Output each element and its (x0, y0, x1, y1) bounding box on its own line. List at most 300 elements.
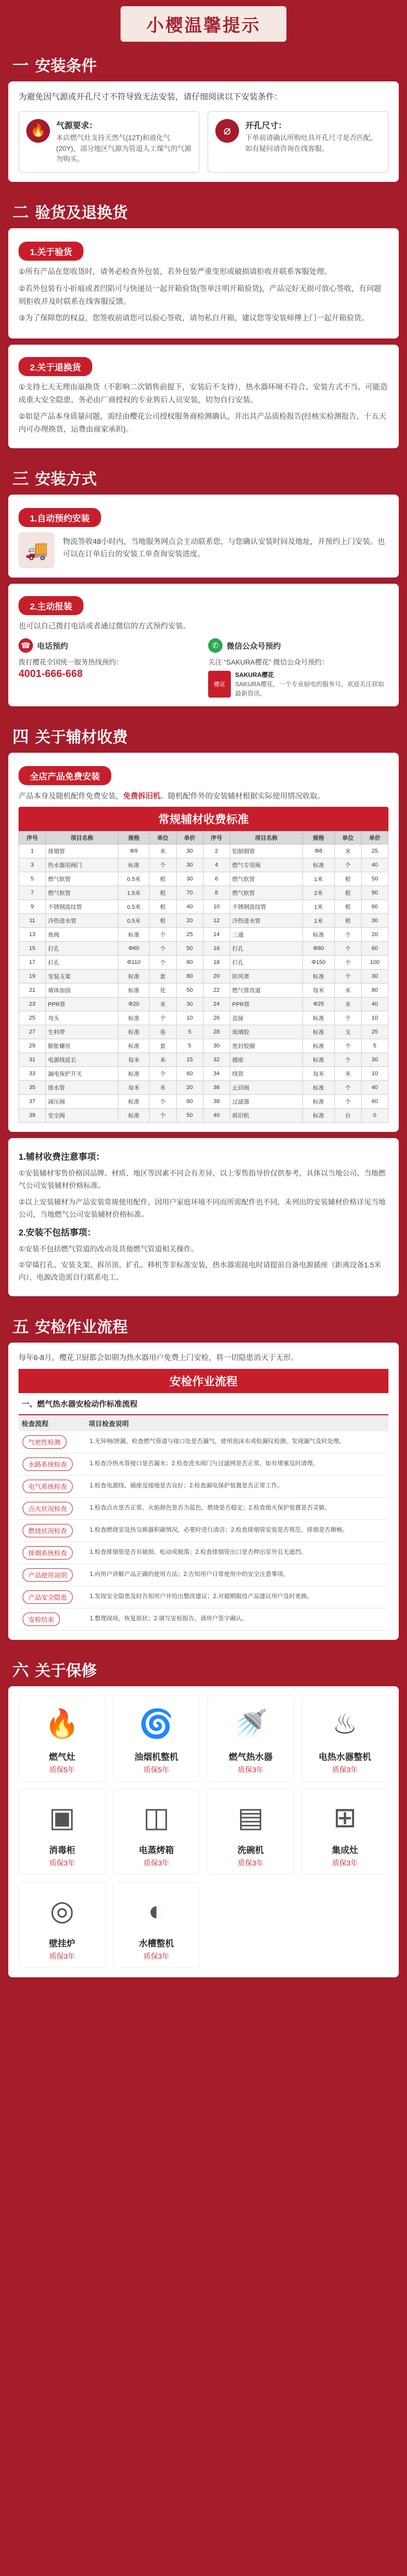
flow-subtitle: 一、燃气热水器安检动作标准流程 (19, 1393, 388, 1415)
table-row (19, 942, 388, 956)
table-cell: 根 (334, 872, 361, 886)
table-cell: 个 (334, 858, 361, 872)
free-install-label: 全店产品免费安装 (19, 766, 111, 785)
table-cell: 卷 (149, 1025, 176, 1039)
table-cell: 标准 (118, 1109, 149, 1123)
table-cell: Φ150 (302, 956, 334, 970)
table-cell: 密封胶圈 (230, 1039, 302, 1053)
table-cell: 墙体加固 (46, 984, 118, 997)
table-cell: 80 (176, 1095, 203, 1109)
table-cell: 80 (176, 970, 203, 984)
phone-icon: ☎ (19, 638, 33, 653)
table-cell: 30 (361, 1053, 388, 1067)
table-cell: 米 (149, 1081, 176, 1095)
safety-card (8, 1343, 399, 1640)
section-title: 关于辅材收费 (35, 728, 128, 746)
table-cell: 标准 (118, 1095, 149, 1109)
table-row (19, 1095, 388, 1109)
section-title: 验货及退换货 (35, 205, 128, 222)
fee-table-header: 项目名称 (46, 832, 118, 844)
table-cell: 米 (149, 1053, 176, 1067)
appliance-name: 油烟机整机 (134, 1752, 178, 1762)
section-warranty (8, 1652, 399, 1977)
table-cell: 安全阀 (46, 1109, 118, 1123)
table-cell: 39 (19, 1109, 46, 1123)
table-cell: Φ8 (302, 844, 334, 858)
table-cell: 5 (361, 1039, 388, 1053)
flow-step (19, 1542, 388, 1564)
exclusion-1: ①安装不包括燃气管道的改动及其他燃气管道相关操作。 (19, 1244, 198, 1253)
table-cell: 50 (361, 872, 388, 886)
table-cell: 个 (149, 942, 176, 956)
conditions-intro: 为避免因气源或开孔尺寸不符导致无法安装，请仔细阅读以下安装条件： (19, 93, 283, 101)
table-cell: 套 (149, 1039, 176, 1053)
fee-table-header: 项目名称 (230, 832, 302, 844)
flow-step-desc: 1.检查燃烧室及热交换器积碳情况，必要时进行清洁；2.检查排烟管安装是否规范，排烟是否顺畅。 (90, 1527, 349, 1533)
flow-step-desc: 1.检查排烟管是否有破损、松动或脱落；2.检查排烟管出口是否伸出室外且无遮挡。 (90, 1549, 307, 1555)
table-cell: 19 (19, 970, 46, 984)
returns-para-2: ②如是产品本身质量问题，需经由樱花公司授权服务商检测确认，并出具产品质检报告(经核实检测报告，十五天内可办理换货，运费由商家承担)。 (19, 413, 386, 434)
table-cell: 标准 (302, 858, 334, 872)
returns-label: 2.关于退换货 (19, 357, 92, 376)
appliance-icon: ♨ (332, 1709, 358, 1740)
flow-step-label: 气密性检测 (23, 1435, 66, 1449)
wechat-account-desc: SAKURA樱花，一个专业厨电的服务号，欢迎关注获取最新资讯。 (235, 680, 384, 697)
table-cell: 70 (176, 886, 203, 900)
table-cell: 止回阀 (230, 1081, 302, 1095)
section-heading (8, 194, 399, 228)
table-cell: Φ9 (118, 844, 149, 858)
warranty-grid (19, 1696, 388, 1968)
warranty-item (113, 1696, 200, 1782)
table-cell: 标准 (118, 928, 149, 942)
hotline-number[interactable]: 4001-666-668 (19, 668, 83, 680)
table-cell: 50 (176, 942, 203, 956)
table-row (19, 970, 388, 984)
table-cell: 台 (334, 1109, 361, 1123)
table-cell: 10 (203, 900, 230, 914)
page-title: 小樱温馨提示 (121, 6, 286, 42)
flow-step-desc: 1.向用户讲解产品正确的使用方法；2.告知用户日常使用中的安全注意事项。 (90, 1571, 290, 1578)
table-cell: 米 (334, 997, 361, 1011)
table-cell: 热水器用阀门 (46, 858, 118, 872)
table-cell: 冷热进水管 (230, 914, 302, 928)
top-banner (0, 0, 407, 47)
table-cell: 80 (361, 984, 388, 997)
table-cell: 15 (19, 942, 46, 956)
table-cell: 24 (203, 997, 230, 1011)
table-cell: 标准 (118, 1067, 149, 1081)
warranty-item (19, 1696, 106, 1782)
table-cell: 25 (19, 1011, 46, 1025)
wechat-booking (208, 638, 388, 698)
table-cell: 20 (361, 928, 388, 942)
warranty-duration: 质保3年 (238, 1858, 264, 1867)
warranty-duration: 质保3年 (49, 1952, 75, 1960)
table-cell: 2 (203, 844, 230, 858)
flow-step-label: 安检结束 (23, 1613, 60, 1626)
table-cell: 燃气软管 (230, 886, 302, 900)
warranty-item (19, 1882, 106, 1968)
returns-card (8, 345, 399, 449)
inspection-para-2: ②若外包装有小折痕或者凹陷可与快递员一起开箱验货(签单注明开箱验货)，产品完好无损可放心签收，有问题则拒收并及时联系在线客服反馈。 (19, 285, 382, 306)
table-cell: 标准 (302, 970, 334, 984)
table-cell: 拆旧机 (230, 1109, 302, 1123)
table-cell: 26 (203, 1011, 230, 1025)
self-booking-label: 2.主动报装 (19, 596, 83, 615)
table-cell: 60 (176, 1067, 203, 1081)
flow-step-label: 排烟系统检查 (23, 1546, 73, 1560)
table-cell: 60 (361, 900, 388, 914)
gas-flame-icon: 🔥 (26, 119, 50, 143)
table-cell: 7 (19, 886, 46, 900)
fee-table-title: 常规辅材收费标准 (19, 807, 388, 831)
sakura-logo: 樱花 (208, 671, 231, 698)
flow-step (19, 1453, 388, 1476)
table-cell: 个 (149, 858, 176, 872)
flow-step-desc: 1.检查冷热水管接口是否漏水；2.检查进水阀门与过滤网是否正常，如有堵塞及时清理。 (90, 1460, 319, 1467)
fee-table-header: 序号 (203, 832, 230, 844)
table-cell: 根 (334, 886, 361, 900)
fee-table-header: 单价 (176, 832, 203, 844)
warranty-duration: 质保3年 (143, 1858, 169, 1867)
table-row (19, 1053, 388, 1067)
table-cell: 1 (19, 844, 46, 858)
warranty-item (207, 1789, 294, 1875)
flow-step-label: 点火状况检查 (23, 1502, 73, 1515)
table-cell: 30 (176, 872, 203, 886)
table-cell: 插座 (230, 1053, 302, 1067)
appliance-icon: 🔥 (44, 1708, 80, 1740)
table-cell: 燃气软管 (230, 872, 302, 886)
table-cell: 个 (334, 970, 361, 984)
table-cell: 34 (203, 1067, 230, 1081)
table-cell: 玻璃胶 (230, 1025, 302, 1039)
appliance-icon: ◐ (148, 1895, 165, 1926)
table-cell: 30 (176, 858, 203, 872)
table-cell: 13 (19, 928, 46, 942)
inspection-para-1: ①所有产品在您收货时，请务必检查外包装，若外包装严重变形或破损请拒收并联系客服处理。 (19, 268, 332, 277)
table-cell: 5 (19, 872, 46, 886)
section-inspection-returns (8, 194, 399, 448)
appliance-name: 水槽整机 (139, 1938, 174, 1948)
table-cell: 10 (361, 1067, 388, 1081)
table-cell: 60 (361, 942, 388, 956)
table-cell: 20 (176, 1081, 203, 1095)
flow-step-label: 燃烧状况检查 (23, 1524, 73, 1537)
table-cell: 标准 (118, 1039, 149, 1053)
table-cell: 米 (334, 1067, 361, 1081)
table-cell: 根 (149, 914, 176, 928)
flow-step (19, 1586, 388, 1608)
section-title: 安检作业流程 (35, 1318, 128, 1336)
flow-step-label: 电气系统检查 (23, 1480, 73, 1493)
table-cell: 个 (149, 1109, 176, 1123)
table-cell: 23 (19, 997, 46, 1011)
section-number: 三 (12, 469, 29, 488)
table-cell: 燃气管改道 (230, 984, 302, 997)
table-cell: 6 (203, 872, 230, 886)
table-cell: 标准 (118, 1025, 149, 1039)
section-number: 四 (12, 727, 29, 746)
wechat-account-name[interactable]: SAKURA樱花 (235, 671, 274, 679)
table-cell: 个 (334, 1081, 361, 1095)
fee-note-1: ①安装辅材零售价格因品牌、材质、地区等因素不同会有差异，以上零售指导价仅供参考，具体以当地公司、当地燃气公司安装辅材价格标准。 (19, 1169, 386, 1190)
section-material-fees (8, 719, 399, 1296)
appliance-name: 电热水器整机 (318, 1752, 371, 1762)
table-cell: 标准 (302, 1081, 334, 1095)
table-cell: 燃气专用阀 (230, 858, 302, 872)
table-cell: 线管 (230, 1067, 302, 1081)
warranty-duration: 质保3年 (238, 1765, 264, 1774)
table-cell: 角阀 (46, 928, 118, 942)
flow-step (19, 1476, 388, 1498)
table-cell: 膨胀螺丝 (46, 1039, 118, 1053)
table-cell: Φ25 (302, 997, 334, 1011)
table-cell: 过滤器 (230, 1095, 302, 1109)
table-cell: 10 (361, 1011, 388, 1025)
table-cell: 1.5米 (118, 886, 149, 900)
section-title: 安装方式 (35, 471, 97, 488)
table-cell: 个 (334, 1095, 361, 1109)
flow-step (19, 1608, 388, 1631)
table-cell: 铝制烟管 (230, 844, 302, 858)
table-cell: 0.5米 (118, 872, 149, 886)
table-cell: 米 (334, 984, 361, 997)
table-cell: 个 (149, 1095, 176, 1109)
table-cell: 11 (19, 914, 46, 928)
table-cell: 28 (203, 1025, 230, 1039)
section-number: 一 (12, 56, 29, 75)
table-cell: 25 (361, 1025, 388, 1039)
table-cell: 90 (361, 886, 388, 900)
table-cell: 不锈钢波纹管 (230, 900, 302, 914)
table-cell: 打孔 (46, 942, 118, 956)
table-cell: 15 (176, 1053, 203, 1067)
section-title: 关于保修 (35, 1662, 97, 1680)
table-cell: 33 (19, 1067, 46, 1081)
appliance-icon: ▣ (48, 1802, 76, 1834)
table-cell: 每米 (118, 1081, 149, 1095)
table-cell: 个 (334, 1053, 361, 1067)
warranty-item (113, 1789, 200, 1875)
table-cell: 个 (334, 1011, 361, 1025)
table-cell: 30 (176, 844, 203, 858)
warranty-card (8, 1686, 399, 1977)
table-cell: 标准 (302, 1095, 334, 1109)
table-cell: 根 (149, 900, 176, 914)
ruler-icon: ⌀ (215, 119, 239, 143)
fee-table-header: 规格 (302, 832, 334, 844)
table-cell: PPR管 (230, 997, 302, 1011)
table-cell: 60 (361, 1095, 388, 1109)
table-cell: 米 (334, 844, 361, 858)
flow-step (19, 1564, 388, 1586)
table-row (19, 900, 388, 914)
flow-step (19, 1520, 388, 1542)
table-cell: 21 (19, 984, 46, 997)
table-cell: 5 (176, 1039, 203, 1053)
warranty-item (19, 1789, 106, 1875)
appliance-name: 燃气热水器 (229, 1752, 273, 1762)
table-cell: 燃气软管 (46, 886, 118, 900)
conditions-card (8, 81, 399, 182)
table-cell: 18 (203, 956, 230, 970)
table-row (19, 1025, 388, 1039)
auto-booking-card (8, 495, 399, 578)
warranty-item (301, 1696, 388, 1782)
section-heading (8, 1652, 399, 1686)
table-row (19, 997, 388, 1011)
flow-step-desc: 1.检查点火是否正常，火焰颜色是否为蓝色，燃烧是否稳定；2.检查熄火保护装置是否灵敏。 (90, 1504, 331, 1511)
warranty-item (113, 1882, 200, 1968)
table-row (19, 1039, 388, 1053)
appliance-name: 燃气灶 (49, 1752, 75, 1762)
fee-table-header: 单位 (149, 832, 176, 844)
section-install-conditions (8, 47, 399, 182)
appliance-name: 壁挂炉 (49, 1938, 75, 1948)
flow-step-desc: 1.整理现场，恢复原状；2.填写安检报告，请用户签字确认。 (90, 1615, 248, 1622)
table-cell: 32 (203, 1053, 230, 1067)
inspection-card (8, 228, 399, 338)
table-cell: 标准 (302, 1053, 334, 1067)
table-row (19, 984, 388, 997)
table-cell: 打孔 (230, 942, 302, 956)
warranty-item (301, 1789, 388, 1875)
flow-rows (19, 1431, 388, 1631)
table-cell: 标准 (118, 984, 149, 997)
table-cell: 个 (149, 1067, 176, 1081)
table-cell: 支 (334, 1025, 361, 1039)
table-cell: 标准 (118, 858, 149, 872)
appliance-icon: ◫ (143, 1802, 170, 1834)
fee-table-header: 单位 (334, 832, 361, 844)
table-row (19, 886, 388, 900)
flow-step (19, 1498, 388, 1520)
fee-table-header: 单价 (361, 832, 388, 844)
phone-booking (19, 638, 199, 698)
inspection-para-3: ③为了保障您的权益，您签收前请您可以验心签收，请勿私自开箱，建议您等安装师傅上门一起开箱验货。 (19, 314, 369, 323)
table-cell: 29 (19, 1039, 46, 1053)
hole-title: 开孔尺寸： (245, 121, 287, 130)
flow-col-step: 检查流程 (22, 1419, 49, 1428)
table-cell: 5 (176, 1025, 203, 1039)
table-cell: 17 (19, 956, 46, 970)
table-cell: 生料带 (46, 1025, 118, 1039)
wechat-icon: ✆ (208, 638, 223, 653)
appliance-name: 集成灶 (332, 1845, 358, 1855)
table-cell: PPR管 (46, 997, 118, 1011)
table-cell: 30 (176, 997, 203, 1011)
exclusions-title: 2.安装不包括事项： (19, 1227, 96, 1238)
table-cell: 40 (361, 858, 388, 872)
flow-step (19, 1431, 388, 1453)
table-cell: Φ60 (118, 942, 149, 956)
table-cell: 0 (361, 1109, 388, 1123)
table-cell: 安装支架 (46, 970, 118, 984)
table-cell: 8 (203, 886, 230, 900)
table-row (19, 1109, 388, 1123)
flow-step-label: 水路系统检查 (23, 1458, 73, 1471)
fee-table-header: 规格 (118, 832, 149, 844)
table-cell: 直接 (230, 1011, 302, 1025)
table-cell: 40 (361, 997, 388, 1011)
table-cell: 米 (149, 844, 176, 858)
auto-booking-text: 物流签收48小时内，当地服务网点会主动联系您，与您确认安装时间及地址，并预约上门安装。也可以在订单后台的安装工单查询安装进度。 (63, 537, 385, 559)
table-cell: 标准 (302, 1039, 334, 1053)
table-row (19, 914, 388, 928)
appliance-icon: 🌀 (139, 1708, 174, 1740)
table-cell: 米 (149, 997, 176, 1011)
table-cell: 标准 (302, 1011, 334, 1025)
gas-requirement-box (19, 111, 199, 173)
table-cell: 三通 (230, 928, 302, 942)
table-cell: 个 (149, 956, 176, 970)
section-title: 安装条件 (35, 58, 97, 75)
flow-title: 安检作业流程 (19, 1369, 388, 1393)
appliance-name: 电蒸烤箱 (139, 1845, 174, 1855)
table-cell: 排烟管 (46, 844, 118, 858)
table-row (19, 858, 388, 872)
table-cell: 每米 (118, 1053, 149, 1067)
table-cell: 个 (334, 928, 361, 942)
wechat-title: 微信公众号预约 (227, 641, 281, 651)
table-cell: 根 (149, 886, 176, 900)
table-cell: 25 (176, 928, 203, 942)
table-cell: 100 (361, 956, 388, 970)
auto-booking-label: 1.自动预约安装 (19, 508, 101, 527)
self-booking-card (8, 584, 399, 706)
table-cell: 漏电保护开关 (46, 1067, 118, 1081)
table-cell: 根 (334, 900, 361, 914)
table-cell: 1米 (302, 872, 334, 886)
table-cell: 0.5米 (118, 914, 149, 928)
table-cell: Φ110 (118, 956, 149, 970)
table-cell: Φ20 (118, 997, 149, 1011)
table-cell: 根 (334, 914, 361, 928)
fee-notes-title: 1.辅材收费注意事项： (19, 1152, 105, 1162)
table-cell: 每米 (302, 1067, 334, 1081)
table-cell: 20 (203, 970, 230, 984)
table-cell: 个 (149, 1011, 176, 1025)
section-safety-inspection (8, 1309, 399, 1640)
appliance-icon: ◎ (49, 1895, 75, 1927)
table-cell: 0.5米 (118, 900, 149, 914)
table-cell: 2米 (302, 886, 334, 900)
table-cell: 36 (203, 1081, 230, 1095)
safety-intro: 每年6-8月，樱花卫厨都会如期为热水器用户免费上门安检，将一切隐患消灭于无形。 (19, 1353, 298, 1362)
flow-step-desc: 1.发现安全隐患及时告知用户并给出整改建议；2.对超期服役产品建议用户及时更换。 (90, 1593, 313, 1600)
fee-note-2: ②以上安装辅材为产品安装常规使用配件，因用户家庭环境不同而所需配件也不同，未列出的安装辅材价格详见当地公司，当地燃气公司安装辅材价格标准。 (19, 1197, 386, 1218)
table-cell: 个 (334, 1039, 361, 1053)
table-cell: 打孔 (230, 956, 302, 970)
table-cell: 电源线延长 (46, 1053, 118, 1067)
fees-intro: 产品本身及随机配件免费安装，免费拆旧机。随机配件外的安装辅材根据实际使用情况收取。 (19, 792, 325, 801)
fee-notes-card (8, 1138, 399, 1296)
table-cell: 4 (203, 858, 230, 872)
phone-body: 拨打樱花全国统一服务热线预约： (19, 658, 123, 667)
table-cell: 排水管 (46, 1081, 118, 1095)
section-heading (8, 1309, 399, 1343)
table-cell: 31 (19, 1053, 46, 1067)
flow-step-label: 产品安全隐患 (23, 1590, 73, 1604)
flow-header (19, 1415, 388, 1431)
warranty-duration: 质保3年 (49, 1858, 75, 1867)
table-cell: 9 (19, 900, 46, 914)
table-cell: 38 (203, 1095, 230, 1109)
truck-icon: 🚚 (19, 532, 55, 568)
table-cell: 防风罩 (230, 970, 302, 984)
